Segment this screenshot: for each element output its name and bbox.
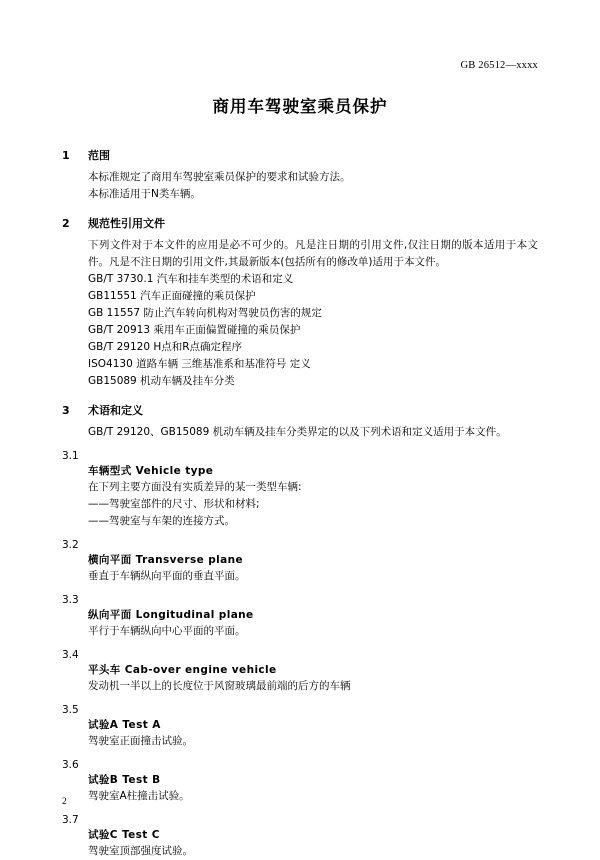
term-name: 平头车 Cab-over engine vehicle <box>88 664 277 676</box>
section-title: 范围 <box>88 149 110 162</box>
section-heading <box>62 215 538 231</box>
section-number: 1 <box>62 149 70 162</box>
term-definition: 垂直于车辆纵向平面的垂直平面。 <box>88 570 246 582</box>
section-number: 3 <box>62 404 70 417</box>
section-title: 术语和定义 <box>88 404 143 417</box>
term-name: 试验C Test C <box>88 829 160 841</box>
term-name: 纵向平面 Longitudinal plane <box>88 609 254 621</box>
term-number: 3.6 <box>62 759 79 771</box>
term-name: 车辆型式 Vehicle type <box>88 465 214 477</box>
term-entry <box>62 539 538 585</box>
term-definition: 在下列主要方面没有实质差异的某一类型车辆: <box>88 481 302 493</box>
term-definition: 平行于车辆纵向中心平面的平面。 <box>88 625 246 637</box>
term-definition: 驾驶室正面撞击试验。 <box>88 735 193 747</box>
section-number: 2 <box>62 217 70 230</box>
reference-item: GB/T 3730.1 汽车和挂车类型的术语和定义 <box>88 273 294 285</box>
reference-item: ISO4130 道路车辆 三维基准系和基准符号 定义 <box>88 358 311 370</box>
term-entry <box>62 594 538 640</box>
term-number: 3.5 <box>62 704 79 716</box>
paragraph: GB/T 29120、GB15089 机动车辆及挂车分类界定的以及下列术语和定义适用于本文件。 <box>88 426 507 438</box>
paragraph: 下列文件对于本文件的应用是必不可少的。凡是注日期的引用文件,仅注日期的版本适用于本文件。凡是不注日期的引用文件,其最新版本(包括所有的修改单)适用于本文件。 <box>88 239 538 268</box>
term-name: 试验A Test A <box>88 719 161 731</box>
paragraph: 本标准适用于N类车辆。 <box>88 188 201 200</box>
term-name: 试验B Test B <box>88 774 161 786</box>
section-heading <box>62 147 538 163</box>
term-definition: 驾驶室顶部强度试验。 <box>88 845 193 857</box>
term-entry <box>62 814 538 860</box>
term-number: 3.1 <box>62 450 79 462</box>
term-name: 横向平面 Transverse plane <box>88 554 244 566</box>
page-number: 2 <box>62 797 67 807</box>
standard-number: GB 26512—xxxx <box>460 60 538 71</box>
term-dash-item: ——驾驶室部件的尺寸、形状和材料; <box>88 498 260 510</box>
reference-item: GB/T 29120 H点和R点确定程序 <box>88 341 243 353</box>
term-dash-item: ——驾驶室与车架的连接方式。 <box>88 515 235 527</box>
term-entry <box>62 704 538 750</box>
term-number: 3.2 <box>62 539 79 551</box>
term-number: 3.3 <box>62 594 79 606</box>
reference-item: GB11551 汽车正面碰撞的乘员保护 <box>88 290 256 302</box>
section-scope <box>62 147 538 203</box>
section-heading <box>62 402 538 418</box>
reference-item: GB15089 机动车辆及挂车分类 <box>88 375 235 387</box>
section-terms-and-definitions <box>62 402 538 860</box>
section-title: 规范性引用文件 <box>88 217 165 230</box>
term-number: 3.7 <box>62 814 79 826</box>
term-entry <box>62 450 538 530</box>
page-title: 商用车驾驶室乘员保护 <box>212 97 388 116</box>
paragraph: 本标准规定了商用车驾驶室乘员保护的要求和试验方法。 <box>88 171 351 183</box>
term-number: 3.4 <box>62 649 79 661</box>
term-entry <box>62 649 538 695</box>
term-definition: 驾驶室A柱撞击试验。 <box>88 790 190 802</box>
term-entry <box>62 759 538 805</box>
section-normative-references <box>62 215 538 390</box>
reference-item: GB 11557 防止汽车转向机构对驾驶员伤害的规定 <box>88 307 322 319</box>
term-definition: 发动机一半以上的长度位于风窗玻璃最前端的后方的车辆 <box>88 680 351 692</box>
reference-item: GB/T 20913 乘用车正面偏置碰撞的乘员保护 <box>88 324 301 336</box>
